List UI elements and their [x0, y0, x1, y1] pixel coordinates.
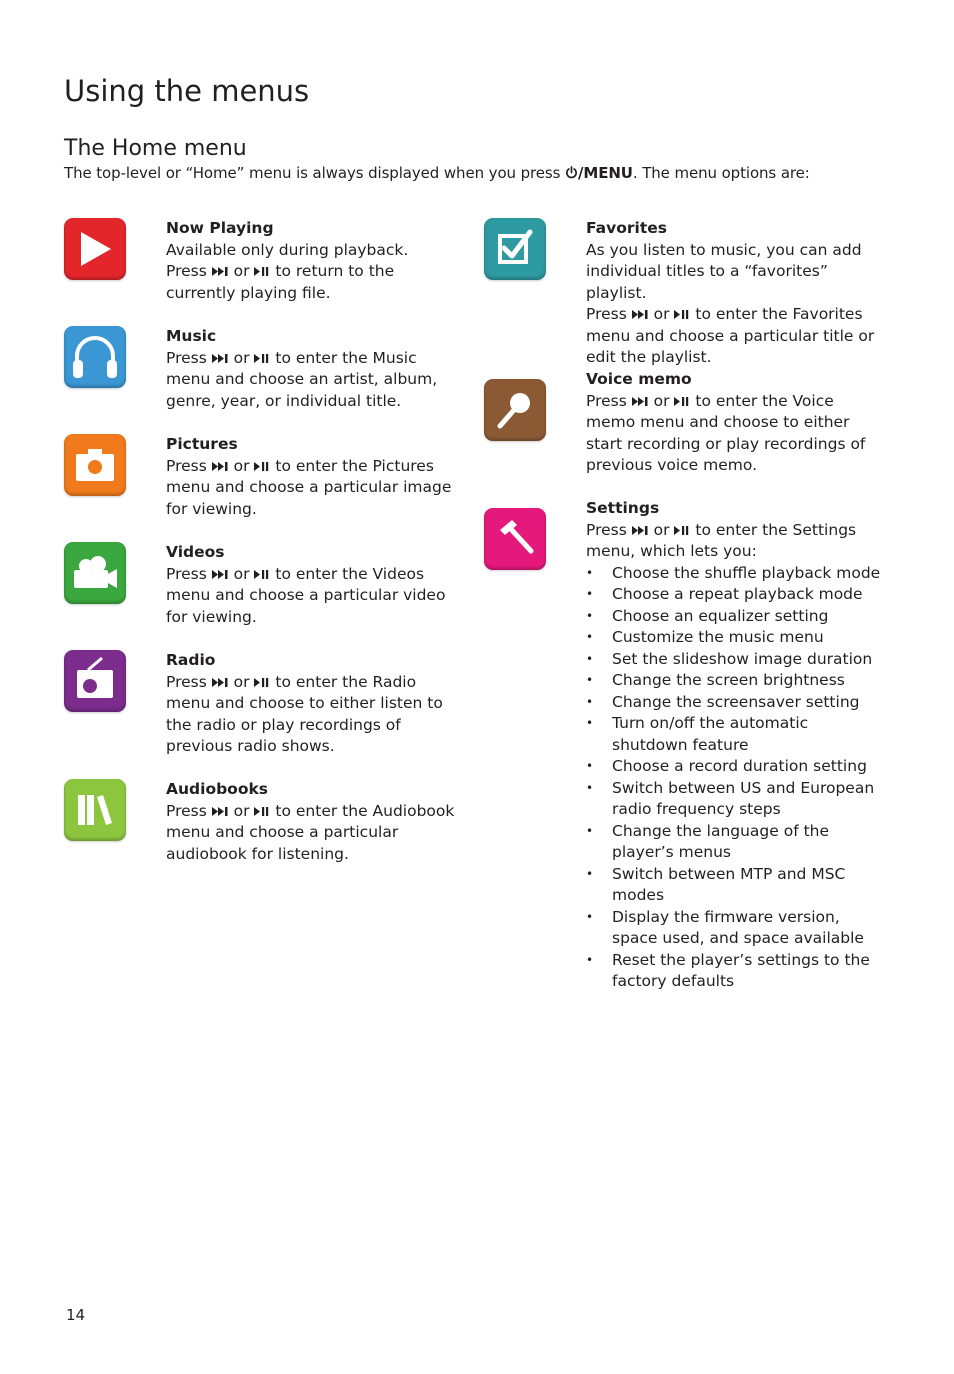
skip-forward-icon: [632, 525, 649, 536]
skip-forward-icon: [212, 806, 229, 817]
list-item: • Turn on/off the automatic shutdown feature: [586, 713, 884, 756]
play-pause-icon: [674, 396, 690, 407]
settings-desc: Press or to enter the Settings menu, which lets you:: [586, 520, 857, 560]
play-icon: [64, 218, 126, 280]
headphones-icon: [64, 326, 126, 388]
play-pause-icon: [674, 309, 690, 320]
videos-title: Videos: [166, 543, 225, 561]
checkbox-icon: [484, 218, 546, 280]
list-item: • Switch between MTP and MSC modes: [586, 864, 884, 907]
list-item: • Change the screensaver setting: [586, 692, 884, 714]
play-pause-icon: [674, 525, 690, 536]
play-pause-icon: [254, 461, 270, 472]
power-icon: [565, 166, 578, 179]
videos-desc: Press or to enter the Videos menu and choose a particular video for viewing.: [166, 564, 446, 626]
play-pause-icon: [254, 569, 270, 580]
books-icon: [64, 779, 126, 841]
list-item: • Display the firmware version, space used, and space available: [586, 907, 884, 950]
video-camera-icon: [64, 542, 126, 604]
skip-forward-icon: [212, 569, 229, 580]
voice-memo-title: Voice memo: [586, 370, 692, 388]
radio-title: Radio: [166, 651, 216, 669]
pictures-title: Pictures: [166, 435, 238, 453]
hammer-icon: [484, 508, 546, 570]
settings-title: Settings: [586, 499, 660, 517]
intro-text-end: . The menu options are:: [632, 164, 810, 182]
skip-forward-icon: [212, 353, 229, 364]
page-number: 14: [66, 1306, 86, 1324]
microphone-icon: [484, 379, 546, 441]
radio-desc: Press or to enter the Radio menu and choose to either listen to the radio or play recordings of previous radio shows.: [166, 672, 443, 755]
list-item: • Choose the shuffle playback mode: [586, 563, 884, 585]
play-pause-icon: [254, 353, 270, 364]
audiobooks-title: Audiobooks: [166, 780, 269, 798]
audiobooks-desc: Press or to enter the Audiobook menu and choose a particular audiobook for listening.: [166, 801, 455, 863]
now-playing-title: Now Playing: [166, 219, 274, 237]
list-item: • Change the language of the player’s menus: [586, 821, 884, 864]
favorites-title: Favorites: [586, 219, 667, 237]
voice-memo-desc: Press or to enter the Voice memo menu and choose to either start recording or play recordings of previous voice memo.: [586, 391, 866, 474]
intro-text: [64, 162, 810, 184]
skip-forward-icon: [212, 677, 229, 688]
favorites-desc: Press or to enter the Favorites menu and choose a particular title or edit the playlist.: [586, 305, 875, 366]
camera-icon: [64, 434, 126, 496]
favorites-line1: As you listen to music, you can add individual titles to a “favorites” playlist.: [586, 240, 862, 302]
music-desc: Press or to enter the Music menu and choose an artist, album, genre, year, or individual title.: [166, 348, 438, 410]
play-pause-icon: [254, 806, 270, 817]
play-pause-icon: [254, 266, 270, 277]
page-title: Using the menus: [64, 74, 310, 108]
section-title: The Home menu: [64, 136, 247, 161]
intro-text-start: The top-level or “Home” menu is always displayed when you press: [64, 164, 565, 182]
skip-forward-icon: [632, 309, 649, 320]
radio-icon: [64, 650, 126, 712]
play-pause-icon: [254, 677, 270, 688]
list-item: • Set the slideshow image duration: [586, 649, 884, 671]
now-playing-line1: Available only during playback.: [166, 240, 409, 259]
list-item: • Choose an equalizer setting: [586, 606, 884, 628]
list-item: • Switch between US and European radio frequency steps: [586, 778, 884, 821]
skip-forward-icon: [212, 266, 229, 277]
skip-forward-icon: [632, 396, 649, 407]
list-item: • Change the screen brightness: [586, 670, 884, 692]
settings-options-list: [586, 563, 884, 993]
music-title: Music: [166, 327, 217, 345]
now-playing-desc: Press or to return to the currently playing file.: [166, 262, 395, 302]
list-item: • Customize the music menu: [586, 627, 884, 649]
menu-button-label: /MENU: [577, 164, 633, 182]
list-item: • Reset the player’s settings to the factory defaults: [586, 950, 884, 993]
list-item: • Choose a record duration setting: [586, 756, 884, 778]
pictures-desc: Press or to enter the Pictures menu and choose a particular image for viewing.: [166, 456, 452, 518]
skip-forward-icon: [212, 461, 229, 472]
list-item: • Choose a repeat playback mode: [586, 584, 884, 606]
